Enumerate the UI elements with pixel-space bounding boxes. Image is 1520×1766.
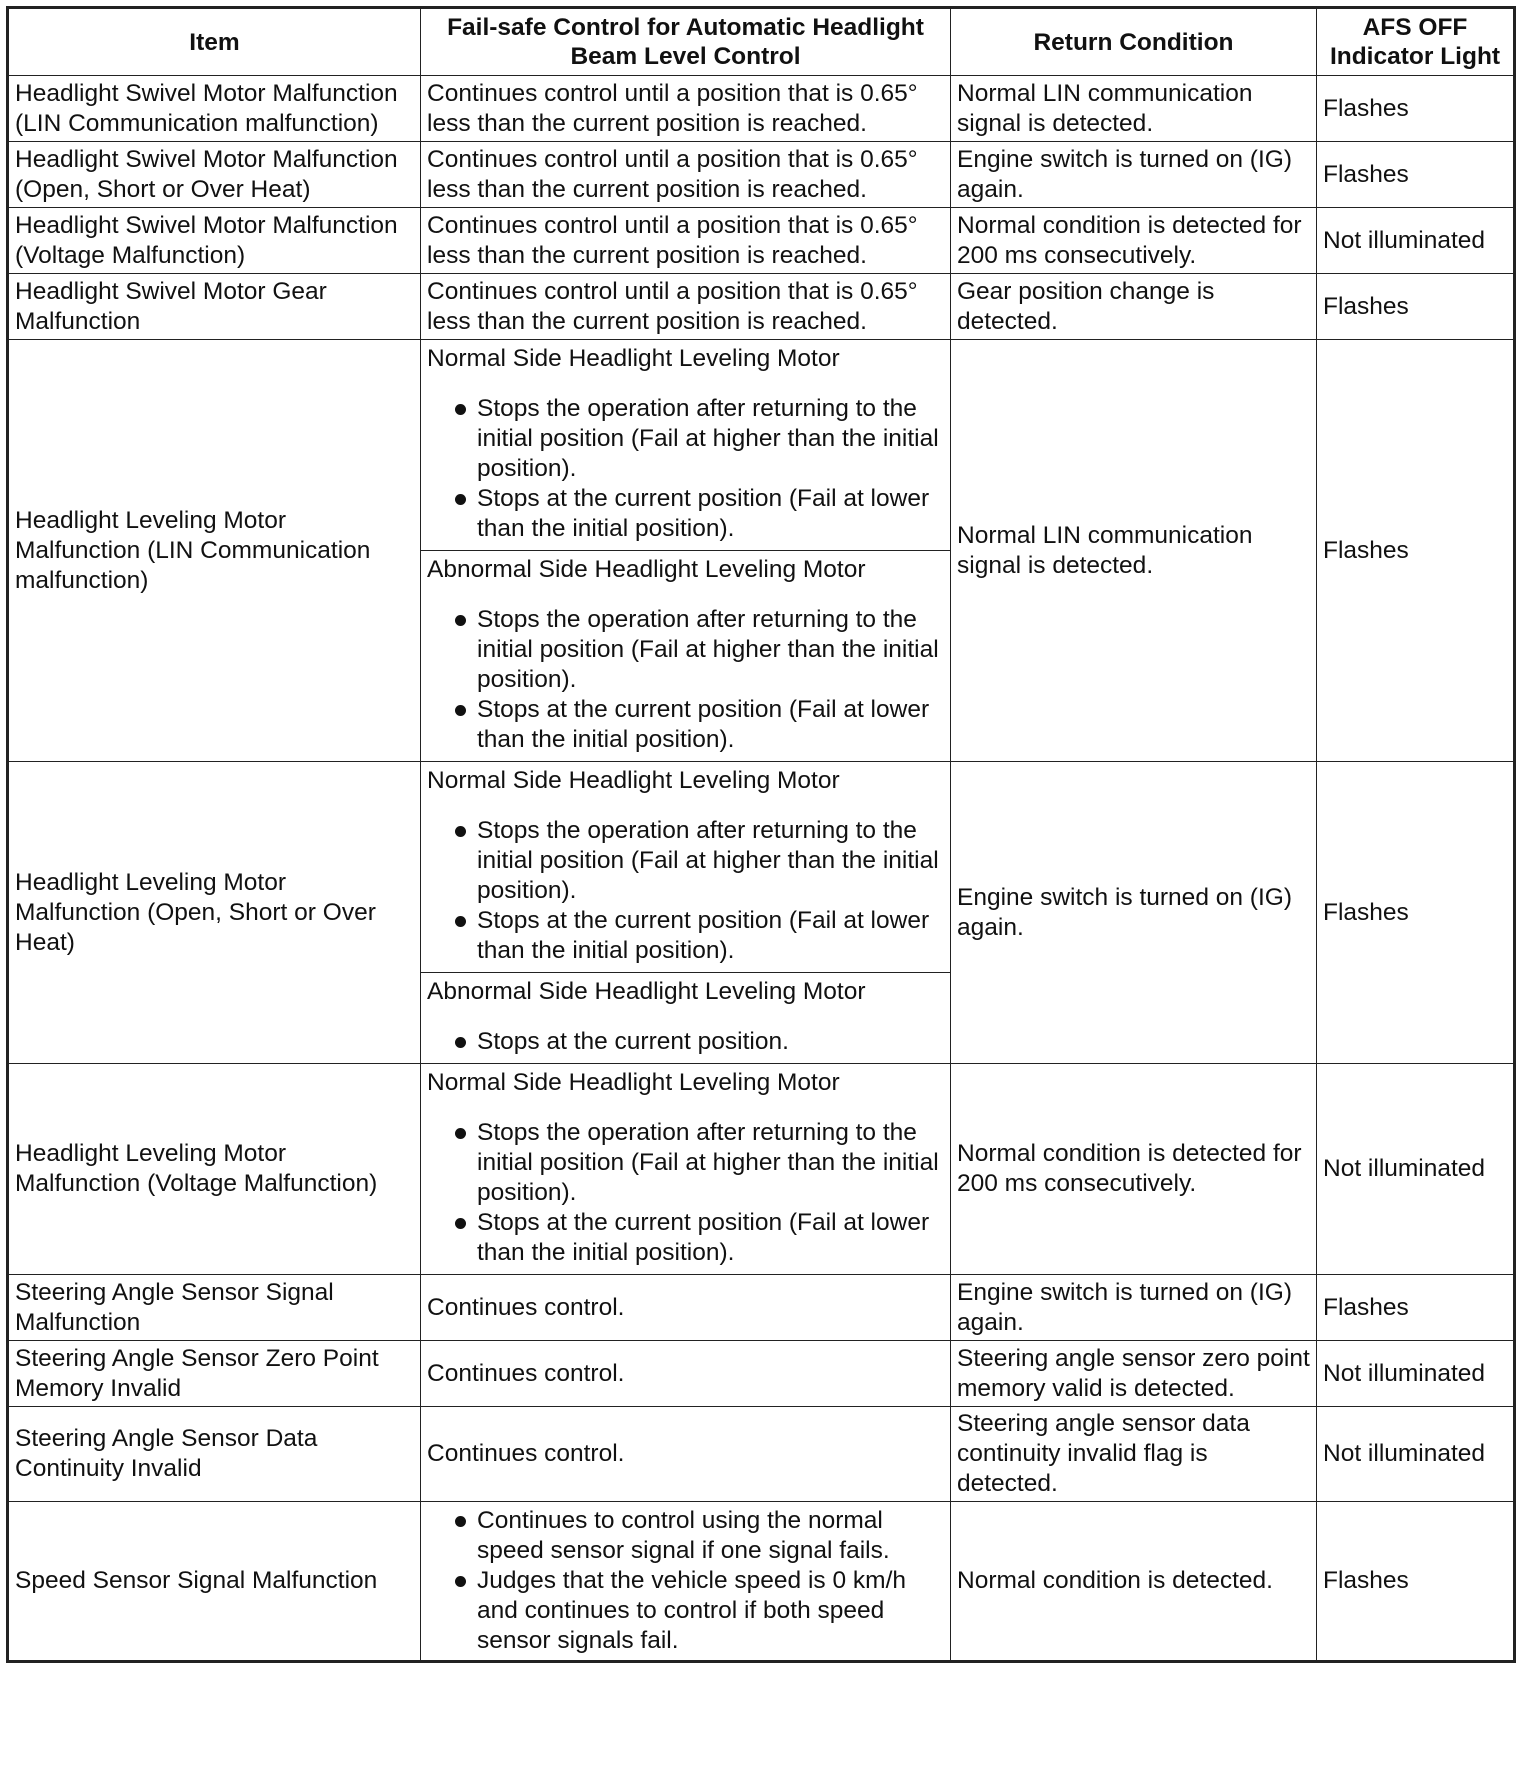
return-cell: Engine switch is turned on (IG) again. [951,142,1317,208]
normal-side-title: Normal Side Headlight Leveling Motor [427,1069,840,1096]
table-row [8,340,1515,762]
normal-side-block [421,762,950,972]
table-row [8,1407,1515,1502]
indicator-cell: Flashes [1317,142,1515,208]
item-cell: Headlight Swivel Motor Malfunction (Open, Short or Over Heat) [8,142,421,208]
header-item: Item [8,8,421,76]
return-cell: Steering angle sensor zero point memory valid is detected. [951,1341,1317,1407]
table-row [8,1341,1515,1407]
bullet-list [427,1027,944,1057]
table-header-row [8,8,1515,76]
bullet-list [427,816,944,966]
abnormal-side-block [421,550,950,761]
return-cell: Steering angle sensor data continuity invalid flag is detected. [951,1407,1317,1502]
item-cell: Headlight Swivel Motor Gear Malfunction [8,274,421,340]
bullet-list [427,605,944,755]
header-indicator-light: AFS OFF Indicator Light [1317,8,1515,76]
indicator-cell: Not illuminated [1317,1064,1515,1275]
document-page [6,6,1513,1663]
indicator-cell: Flashes [1317,274,1515,340]
bullet-item: Stops the operation after returning to the initial position (Fail at higher than the initial position). [435,816,944,906]
item-cell: Headlight Leveling Motor Malfunction (LIN Communication malfunction) [8,340,421,762]
bullet-item: Stops at the current position (Fail at lower than the initial position). [435,906,944,966]
control-cell [421,1502,951,1662]
indicator-cell: Flashes [1317,1502,1515,1662]
return-cell: Normal condition is detected. [951,1502,1317,1662]
table-row [8,1275,1515,1341]
fail-safe-table [6,6,1516,1663]
item-cell: Speed Sensor Signal Malfunction [8,1502,421,1662]
header-return-condition: Return Condition [951,8,1317,76]
control-cell: Continues control. [421,1275,951,1341]
return-cell: Normal LIN communication signal is detected. [951,340,1317,762]
item-cell: Steering Angle Sensor Zero Point Memory Invalid [8,1341,421,1407]
abnormal-side-block [421,972,950,1063]
control-cell: Continues control. [421,1341,951,1407]
bullet-item: Stops at the current position. [435,1027,944,1057]
normal-side-title: Normal Side Headlight Leveling Motor [427,767,840,794]
indicator-cell: Not illuminated [1317,1341,1515,1407]
return-cell: Engine switch is turned on (IG) again. [951,1275,1317,1341]
abnormal-side-title: Abnormal Side Headlight Leveling Motor [427,556,866,583]
normal-side-block [421,340,950,550]
control-cell: Continues control. [421,1407,951,1502]
bullet-item: Continues to control using the normal speed sensor signal if one signal fails. [435,1506,944,1566]
return-cell: Normal condition is detected for 200 ms consecutively. [951,208,1317,274]
bullet-list [427,1118,944,1268]
item-cell: Headlight Leveling Motor Malfunction (Voltage Malfunction) [8,1064,421,1275]
bullet-item: Stops the operation after returning to the initial position (Fail at higher than the initial position). [435,605,944,695]
normal-side-block [421,1064,950,1274]
item-cell: Headlight Leveling Motor Malfunction (Open, Short or Over Heat) [8,762,421,1064]
table-row [8,762,1515,1064]
normal-side-title: Normal Side Headlight Leveling Motor [427,345,840,372]
control-cell: Continues control until a position that is 0.65° less than the current position is reached. [421,76,951,142]
bullet-item: Stops the operation after returning to the initial position (Fail at higher than the initial position). [435,1118,944,1208]
table-row [8,1502,1515,1662]
bullet-item: Stops at the current position (Fail at lower than the initial position). [435,695,944,755]
indicator-cell: Flashes [1317,1275,1515,1341]
indicator-cell: Flashes [1317,762,1515,1064]
indicator-cell: Not illuminated [1317,208,1515,274]
table-row [8,142,1515,208]
item-cell: Steering Angle Sensor Signal Malfunction [8,1275,421,1341]
return-cell: Normal condition is detected for 200 ms consecutively. [951,1064,1317,1275]
control-cell [421,1064,951,1275]
control-cell [421,340,951,762]
indicator-cell: Not illuminated [1317,1407,1515,1502]
control-cell: Continues control until a position that is 0.65° less than the current position is reached. [421,142,951,208]
indicator-cell: Flashes [1317,340,1515,762]
return-cell: Normal LIN communication signal is detected. [951,76,1317,142]
return-cell: Engine switch is turned on (IG) again. [951,762,1317,1064]
abnormal-side-title: Abnormal Side Headlight Leveling Motor [427,978,866,1005]
bullet-item: Stops the operation after returning to the initial position (Fail at higher than the initial position). [435,394,944,484]
return-cell: Gear position change is detected. [951,274,1317,340]
bullet-list [427,394,944,544]
bullet-item: Stops at the current position (Fail at lower than the initial position). [435,1208,944,1268]
bullet-list [427,1506,944,1656]
indicator-cell: Flashes [1317,76,1515,142]
control-cell [421,762,951,1064]
table-row [8,76,1515,142]
item-cell: Headlight Swivel Motor Malfunction (Voltage Malfunction) [8,208,421,274]
control-cell: Continues control until a position that is 0.65° less than the current position is reached. [421,208,951,274]
header-control: Fail-safe Control for Automatic Headlight Beam Level Control [421,8,951,76]
item-cell: Steering Angle Sensor Data Continuity Invalid [8,1407,421,1502]
control-cell: Continues control until a position that is 0.65° less than the current position is reached. [421,274,951,340]
table-row [8,274,1515,340]
bullet-item: Stops at the current position (Fail at lower than the initial position). [435,484,944,544]
table-row [8,1064,1515,1275]
table-row [8,208,1515,274]
speed-sensor-block [421,1502,950,1660]
item-cell: Headlight Swivel Motor Malfunction (LIN Communication malfunction) [8,76,421,142]
bullet-item: Judges that the vehicle speed is 0 km/h and continues to control if both speed sensor signals fail. [435,1566,944,1656]
